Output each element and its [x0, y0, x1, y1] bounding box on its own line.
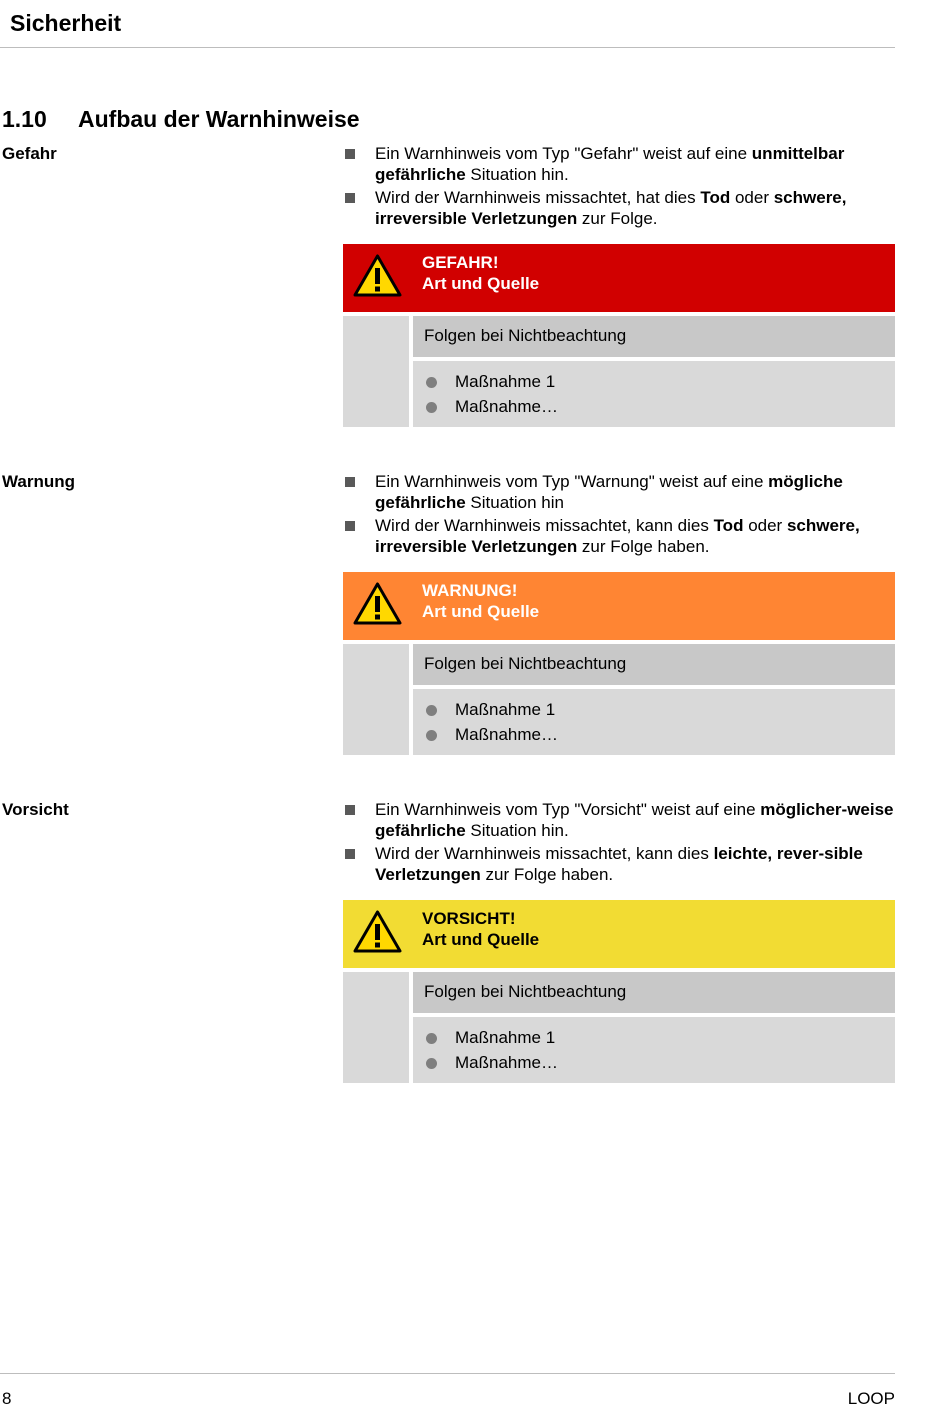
square-bullet-icon — [345, 149, 355, 159]
consequence-row — [413, 972, 895, 1013]
measures-list — [413, 1026, 558, 1075]
signal-word: WARNUNG! — [422, 581, 518, 600]
text-run: oder — [730, 188, 774, 207]
chapter-title: Sicherheit — [10, 10, 122, 36]
signal-word: GEFAHR! — [422, 253, 499, 272]
section-number: 1.10 — [2, 106, 47, 132]
measure-item — [413, 395, 558, 420]
square-bullet-icon — [345, 805, 355, 815]
measures-list — [413, 698, 558, 747]
consequence-text: Folgen bei Nichtbeachtung — [424, 982, 627, 1001]
text-run: Situation hin — [465, 492, 564, 512]
measure-item — [413, 1026, 558, 1051]
circle-bullet-icon — [426, 1033, 437, 1044]
bullet-item — [344, 188, 900, 229]
bullet-item — [344, 144, 900, 185]
block-label-vorsicht: Vorsicht — [2, 800, 69, 819]
bullet-item — [344, 472, 900, 513]
circle-bullet-icon — [426, 730, 437, 741]
signal-word: VORSICHT! — [422, 909, 516, 928]
consequence-text: Folgen bei Nichtbeachtung — [424, 326, 627, 345]
icon-column — [343, 644, 409, 755]
bullet-list-vorsicht — [344, 800, 900, 888]
text-run: Ein Warnhinweis vom Typ "Warnung" weist auf eine — [375, 472, 769, 491]
square-bullet-icon — [345, 193, 355, 203]
measure-item — [413, 1051, 558, 1076]
warning-triangle-icon — [353, 254, 402, 302]
header-divider — [0, 47, 895, 48]
circle-bullet-icon — [426, 377, 437, 388]
measures-panel — [413, 361, 895, 427]
block-label-warnung: Warnung — [2, 472, 76, 491]
measures-panel — [413, 1017, 895, 1083]
signal-text — [422, 253, 539, 294]
bold-text: Tod — [700, 188, 731, 207]
bold-text: schwere, irreversible Verletzungen — [375, 516, 860, 556]
square-bullet-icon — [345, 477, 355, 487]
circle-bullet-icon — [426, 1058, 437, 1069]
footer-divider — [0, 1373, 895, 1374]
icon-column — [343, 972, 409, 1083]
block-label-gefahr: Gefahr — [2, 144, 57, 163]
icon-column — [343, 316, 409, 427]
measures-panel — [413, 689, 895, 755]
text-run: zur Folge. — [577, 208, 658, 228]
measure-text: Maßnahme… — [455, 724, 558, 744]
measure-text: Maßnahme 1 — [455, 700, 556, 719]
bold-text: Tod — [713, 516, 744, 535]
text-run: zur Folge haben. — [577, 536, 710, 556]
measure-item — [413, 723, 558, 748]
measure-text: Maßnahme 1 — [455, 1028, 556, 1047]
consequence-text: Folgen bei Nichtbeachtung — [424, 654, 627, 673]
brand-name: LOOP — [847, 1389, 895, 1408]
bullet-item — [344, 844, 900, 885]
signal-band — [343, 900, 895, 968]
bold-text: leichte, rever-sible Verletzungen — [375, 844, 863, 884]
warning-triangle-icon — [353, 910, 402, 958]
measure-item — [413, 698, 558, 723]
circle-bullet-icon — [426, 705, 437, 716]
warning-box-warnung — [343, 572, 895, 755]
square-bullet-icon — [345, 849, 355, 859]
consequence-row — [413, 644, 895, 685]
section-title: Aufbau der Warnhinweise — [78, 106, 360, 132]
text-run: Situation hin. — [465, 820, 569, 840]
hazard-source: Art und Quelle — [422, 273, 540, 293]
text-run: oder — [743, 516, 787, 535]
bullet-item — [344, 516, 900, 557]
circle-bullet-icon — [426, 402, 437, 413]
signal-text — [422, 581, 539, 622]
measure-text: Maßnahme 1 — [455, 372, 556, 391]
text-run: Ein Warnhinweis vom Typ "Vorsicht" weist auf eine — [375, 800, 761, 819]
text-run: Situation hin. — [465, 164, 569, 184]
bold-text: mögliche gefährliche — [375, 472, 843, 512]
measure-text: Maßnahme… — [455, 1052, 558, 1072]
signal-band — [343, 572, 895, 640]
signal-text — [422, 909, 539, 950]
warning-box-gefahr — [343, 244, 895, 427]
text-run: Wird der Warnhinweis missachtet, kann dies — [375, 516, 714, 535]
square-bullet-icon — [345, 521, 355, 531]
hazard-source: Art und Quelle — [422, 601, 540, 621]
consequence-row — [413, 316, 895, 357]
text-run: Wird der Warnhinweis missachtet, hat dies — [375, 188, 701, 207]
text-run: zur Folge haben. — [480, 864, 614, 884]
text-run: Ein Warnhinweis vom Typ "Gefahr" weist auf eine — [375, 144, 752, 163]
bullet-list-gefahr — [344, 144, 900, 232]
measure-item — [413, 370, 558, 395]
measures-list — [413, 370, 558, 419]
bold-text: unmittelbar gefährliche — [375, 144, 845, 184]
text-run: Wird der Warnhinweis missachtet, kann dies — [375, 844, 714, 863]
warning-triangle-icon — [353, 582, 402, 630]
hazard-source: Art und Quelle — [422, 929, 540, 949]
bold-text: schwere, irreversible Verletzungen — [375, 188, 847, 228]
bullet-list-warnung — [344, 472, 900, 560]
warning-box-vorsicht — [343, 900, 895, 1083]
signal-band — [343, 244, 895, 312]
bullet-item — [344, 800, 900, 841]
measure-text: Maßnahme… — [455, 396, 558, 416]
bold-text: möglicher-weise gefährliche — [375, 800, 894, 840]
page-number: 8 — [2, 1389, 12, 1408]
